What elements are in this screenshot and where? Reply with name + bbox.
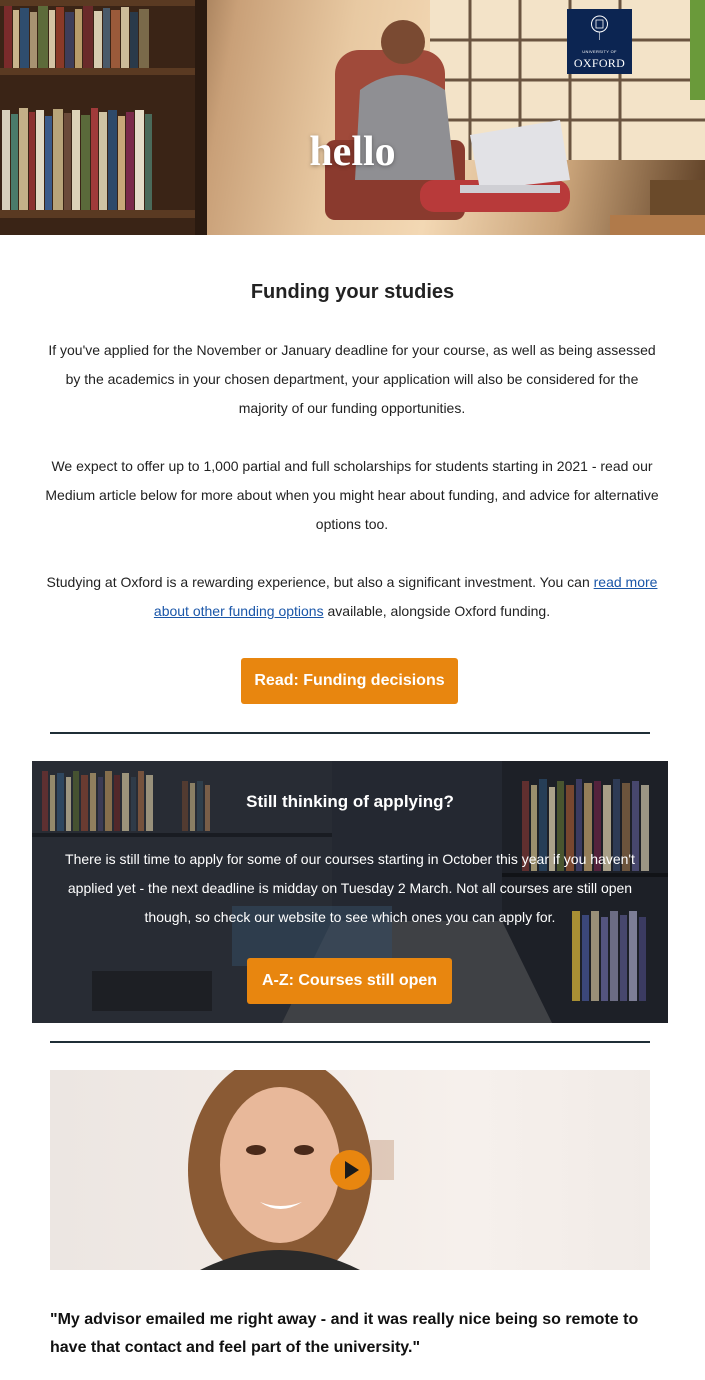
funding-options-link[interactable]: read more about other funding options (153, 574, 658, 619)
applying-text: There is still time to apply for some of our courses starting in October this year if you haven't applied yet - the next deadline is midday on Tuesday 2 March. Not all courses are still open though, so check our website to see which ones you can apply for. (65, 851, 635, 925)
testimonial-video[interactable] (50, 1070, 650, 1270)
oxford-logo[interactable] (567, 9, 632, 74)
divider (50, 1041, 650, 1043)
funding-paragraph-1: If you've applied for the November or January deadline for your course, as well as being assessed by the academics in your chosen department, your application will also be considered for the majority of our funding opportunities. (48, 342, 656, 416)
funding-paragraph-3-end: available, alongside Oxford funding. (323, 603, 551, 619)
logo-oxford-text: OXFORD (573, 56, 626, 70)
applying-panel (32, 761, 668, 1023)
courses-open-button[interactable]: A-Z: Courses still open (247, 958, 452, 1004)
funding-decisions-button[interactable]: Read: Funding decisions (241, 658, 458, 704)
funding-paragraph-2: We expect to offer up to 1,000 partial and full scholarships for students starting in 2021 - read our Medium article below for more about when you might hear about funding, and advice for alternative options too. (45, 458, 659, 532)
applying-title: Still thinking of applying? (246, 792, 454, 811)
funding-title: Funding your studies (250, 281, 455, 303)
hero-greeting: hello (309, 129, 396, 175)
crest-icon (591, 14, 608, 44)
divider (50, 732, 650, 734)
logo-university-text: UNIVERSITY OF (582, 49, 617, 54)
funding-paragraph-3-start: Studying at Oxford is a rewarding experience, but also a significant investment. You can (46, 574, 594, 590)
play-icon[interactable] (330, 1150, 370, 1190)
funding-paragraph-3 (42, 568, 662, 626)
hero-banner (0, 0, 705, 235)
testimonial-quote: "My advisor emailed me right away - and it was really nice being so remote to have that contact and feel part of the university." (50, 1311, 639, 1356)
